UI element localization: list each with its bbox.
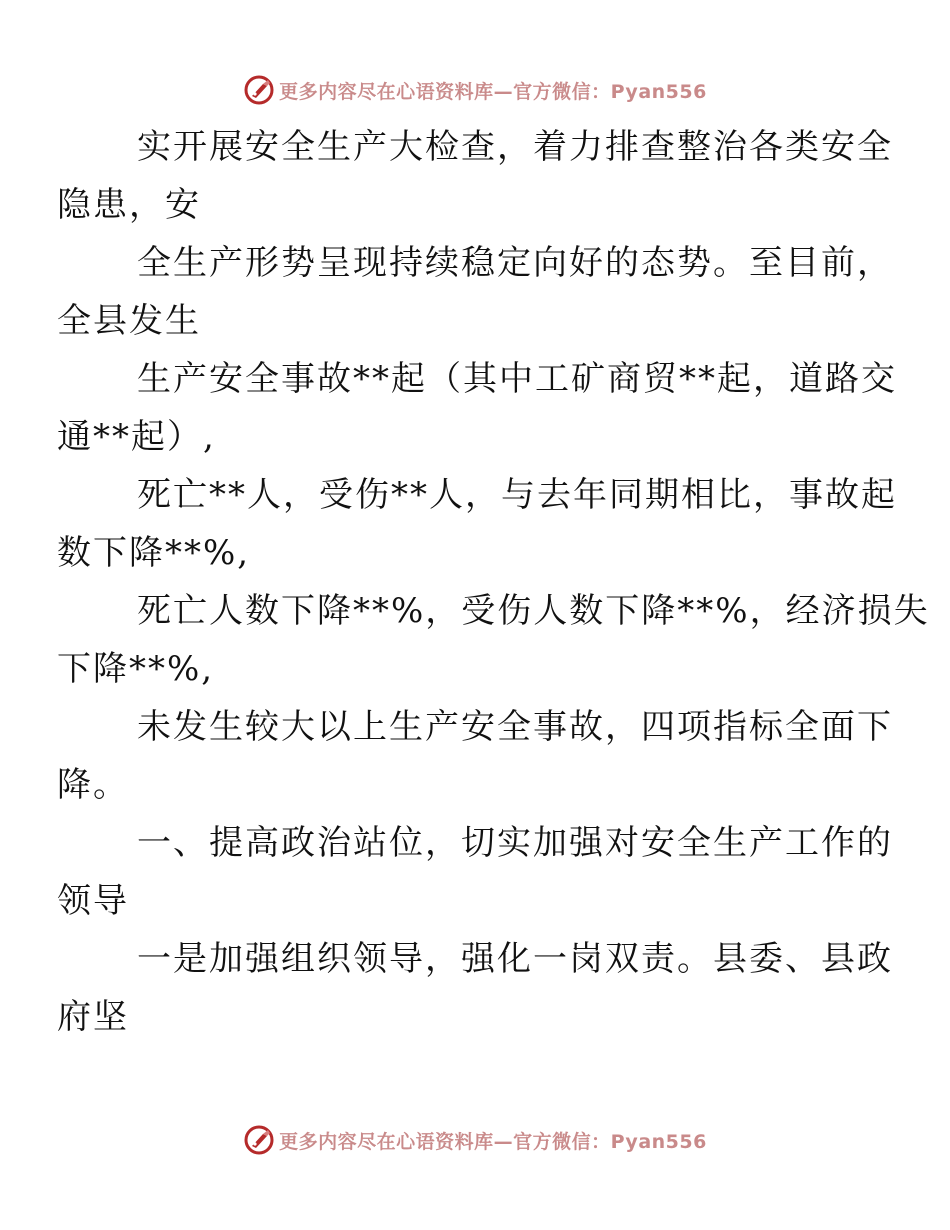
paragraph-line: 一是加强组织领导，强化一岗双责。县委、县政 bbox=[137, 939, 893, 979]
paragraph bbox=[57, 350, 897, 466]
paragraph-line: 未发生较大以上生产安全事故，四项指标全面下 bbox=[137, 707, 893, 747]
paragraph bbox=[57, 118, 893, 234]
paragraph-line: 领导 bbox=[57, 881, 129, 921]
footer-banner-text: 更多内容尽在心语资料库—官方微信：Pyan556 bbox=[279, 1130, 707, 1153]
paragraph-line: 全生产形势呈现持续稳定向好的态势。至目前， bbox=[137, 243, 893, 283]
pen-nib-logo-icon bbox=[243, 1124, 275, 1156]
paragraph-line: 下降**%, bbox=[57, 649, 215, 689]
paragraph-line: 府坚 bbox=[57, 997, 129, 1037]
paragraph-line: 数下降**%, bbox=[57, 533, 251, 573]
pen-nib-logo-icon bbox=[243, 74, 275, 106]
paragraph bbox=[57, 466, 897, 582]
document-body bbox=[57, 118, 930, 1046]
paragraph-line: 降。 bbox=[57, 765, 129, 805]
header-banner bbox=[0, 70, 950, 110]
paragraph-line: 生产安全事故**起（其中工矿商贸**起，道路交 bbox=[137, 359, 897, 399]
paragraph bbox=[57, 234, 893, 350]
footer-banner bbox=[0, 1120, 950, 1160]
header-banner-text: 更多内容尽在心语资料库—官方微信：Pyan556 bbox=[279, 80, 707, 103]
paragraph bbox=[57, 698, 893, 814]
paragraph-line: 实开展安全生产大检查，着力排查整治各类安全 bbox=[137, 127, 893, 167]
paragraph bbox=[57, 930, 893, 1046]
paragraph-line: 死亡**人，受伤**人，与去年同期相比，事故起 bbox=[137, 475, 897, 515]
paragraph-line: 隐患，安 bbox=[57, 185, 201, 225]
paragraph-line: 一、提高政治站位，切实加强对安全生产工作的 bbox=[137, 823, 893, 863]
paragraph bbox=[57, 582, 930, 698]
paragraph-line: 全县发生 bbox=[57, 301, 201, 341]
section-heading bbox=[57, 814, 893, 930]
paragraph-line: 通**起）, bbox=[57, 417, 216, 457]
paragraph-line: 死亡人数下降**%，受伤人数下降**%，经济损失 bbox=[137, 591, 930, 631]
